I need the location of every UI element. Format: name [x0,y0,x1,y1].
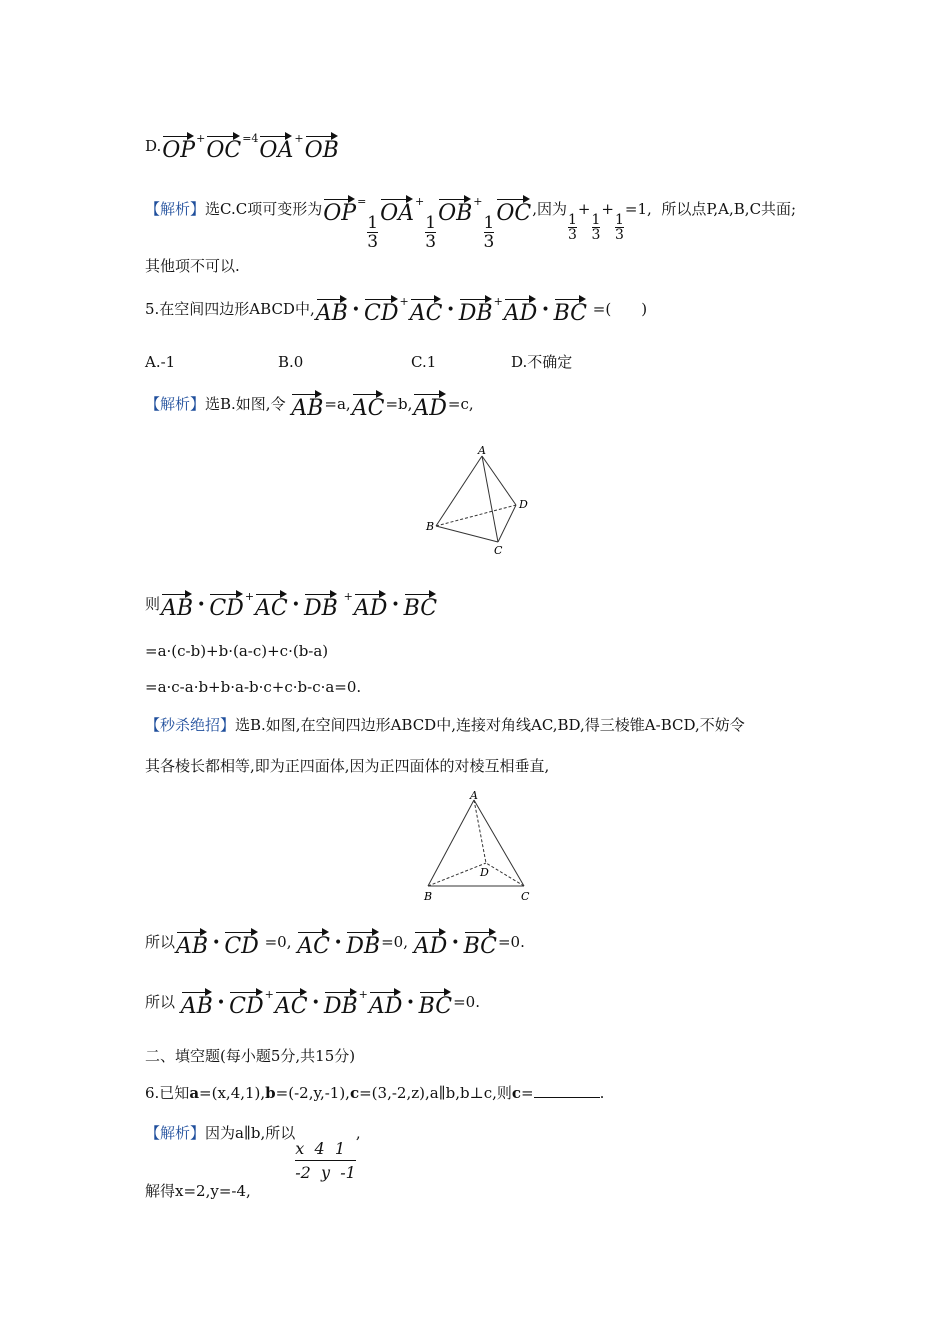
q5-step1: =a·(c-b)+b·(a-c)+c·(b-a) [145,642,329,660]
q5-trick: 【秒杀绝招】选B.如图,在空间四边形ABCD中,连接对角线AC,BD,得三棱锥A-BCD,不妨令 [145,716,745,734]
trick-tag: 【秒杀绝招】 [145,716,236,734]
vector-ob: OB [305,132,339,162]
q6-stem: 6.已知a=(x,4,1),b=(-2,y,-1),c=(3,-2,z),a∥b,b⊥c,则c= . [145,1084,605,1102]
q6-solve: 解得x=2,y=-4, [145,1182,251,1200]
q5-analysis: 【解析】选B.如图,令 AB=a,AC=b,AD=c, [145,390,474,420]
q5-option-b: B.0 [278,353,304,371]
label-a: A [478,444,486,457]
label-c: C [494,544,503,557]
vector-op: OP [162,132,195,162]
q5-so2: 所以 AB • CD+AC • DB+AD • BC=0. [145,988,480,1019]
q5-option-c: C.1 [411,353,437,371]
q6-analysis: 【解析】因为a∥b,所以 $\frac{x 4 1}{-2 y -1}$ , [145,1124,361,1182]
section-title: 二、填空题(每小题5分,共15分) [145,1047,356,1065]
analysis-tag: 【解析】 [145,1124,206,1142]
q4-analysis: 【解析】选C.C项可变形为OP= $\frac{1}{3}$ OA+ $\frac{1}{3}$ OB+ $\frac{1}{3}$ OC,因为 $\frac{1}{3}$ + $\frac{1}{3}$ + $\frac{1}{3}$ =1, 所以点P,A,B,C共面; [145,195,797,252]
q5-step2: =a·c-a·b+b·a-b·c+c·b-c·a=0. [145,678,362,696]
label-b: B [424,890,433,903]
vector-oa: OA [259,132,293,162]
ratio-equation: $\frac{x 4 1}{-2 y -1}$ [295,1139,356,1182]
tetrahedron-figure-2 [418,788,538,908]
answer-blank[interactable] [534,1085,600,1098]
q5-stem: 5.在空间四边形ABCD中,AB • CD+AC • DB+AD • BC =( ) [145,295,648,326]
label-d: D [519,498,528,511]
q5-option-d: D.不确定 [511,353,573,371]
label-d: D [480,866,489,879]
q5-options [145,351,572,372]
label-b: B [426,520,435,533]
label-a: A [470,789,478,802]
label-c: C [521,890,530,903]
q5-option-a: A.-1 [145,353,176,371]
vector-oc: OC [206,132,241,162]
q5-trick-cont: 其各棱长都相等,即为正四面体,因为正四面体的对棱互相垂直, [145,757,550,775]
q5-so1: 所以AB • CD =0, AC • DB=0, AD • BC=0. [145,928,525,958]
analysis-tag: 【解析】 [145,395,206,413]
q4-option-d: $D.OP^+OC^{=4}OA^+OB$ [145,132,339,163]
q4-analysis-cont: 其他项不可以. [145,257,240,275]
q5-then: 则AB • CD+AC • DB +AD • BC [145,590,438,621]
analysis-tag: 【解析】 [145,200,206,218]
tetrahedron-figure-1 [420,442,540,562]
